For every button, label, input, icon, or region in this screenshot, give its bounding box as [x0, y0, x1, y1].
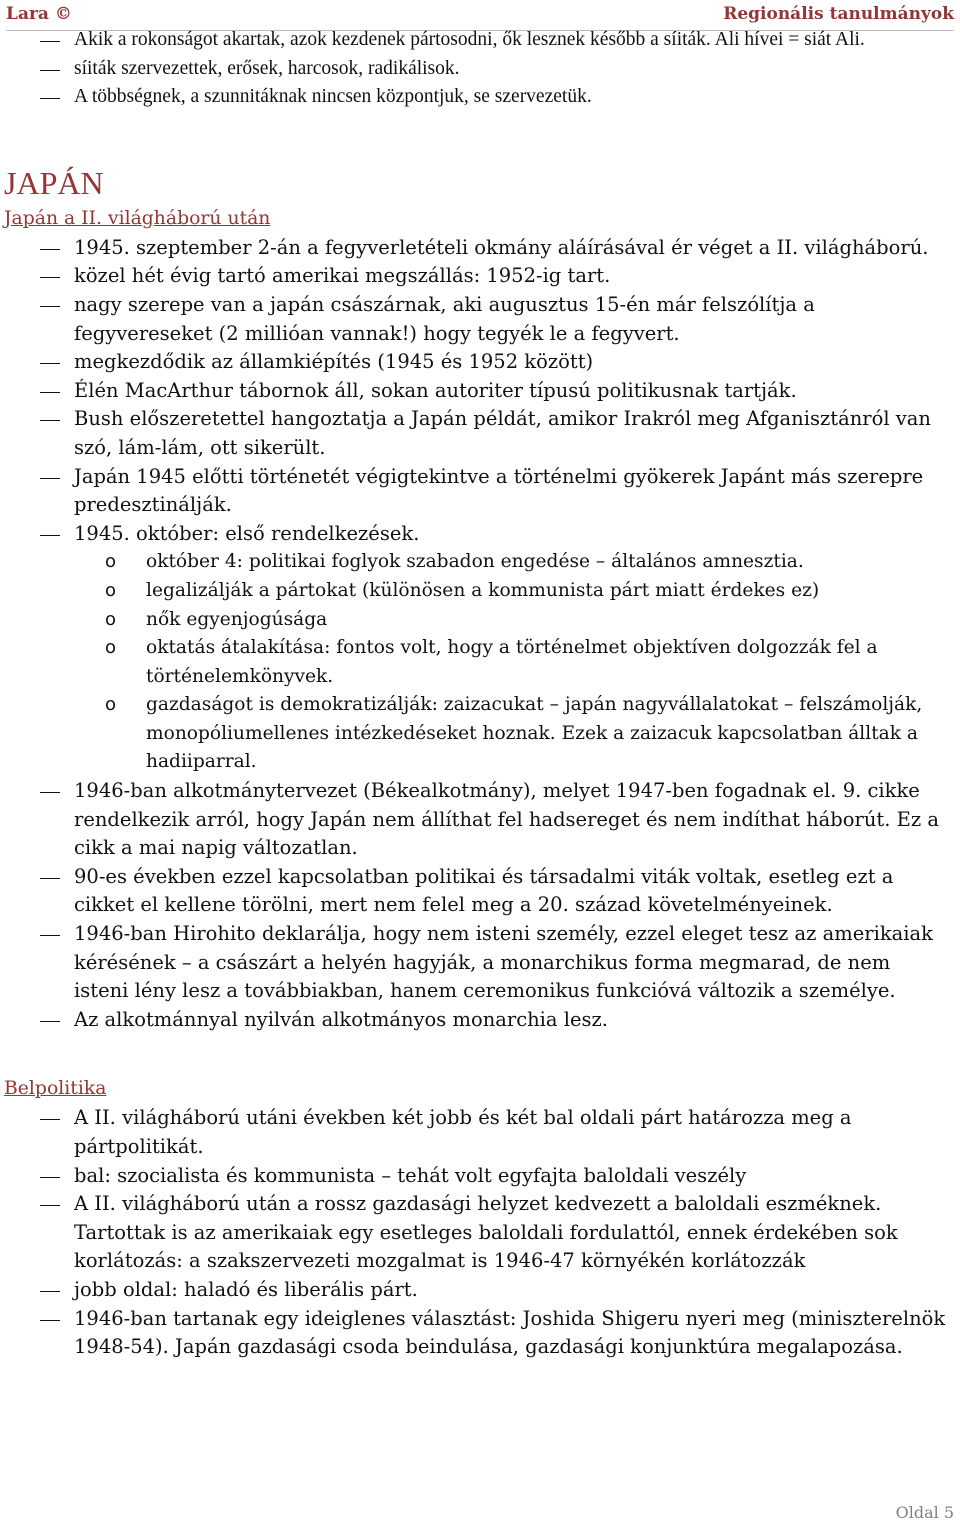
circle-bullet-icon: o — [105, 608, 117, 630]
list-item: nagy szerepe van a japán császárnak, aki augusztus 15-én már felszólítja a fegyvereseket (2 millióan vannak!) hogy tegyék le a fegyvert. — [0, 291, 960, 348]
circle-bullet-icon: o — [105, 579, 117, 601]
sublist-item — [0, 634, 960, 691]
japan-list — [0, 234, 960, 549]
sublist-item — [0, 548, 960, 577]
list-item: 1946-ban Hirohito deklarálja, hogy nem isteni személy, ezzel eleget tesz az amerikaiak kérésének – a császárt a helyén hagyják, a monarchikus forma megmarad, de nem isteni lény lesz a továbbiakban, hanem ceremonikus funkcióvá változik a személye. — [0, 920, 960, 1006]
circle-bullet-icon: o — [105, 551, 117, 573]
sublist-item — [0, 691, 960, 777]
intro-list — [0, 26, 960, 112]
sublist-item-text: október 4: politikai foglyok szabadon engedése – általános amnesztia. — [146, 551, 804, 573]
section-heading-japan: JAPÁN — [4, 164, 104, 201]
list-item: megkezdődik az államkiépítés (1945 és 1952 között) — [0, 348, 960, 377]
list-item: Akik a rokonságot akartak, azok kezdenek pártosodni, ők lesznek később a síiták. Ali hívei = siát Ali. — [0, 26, 960, 55]
circle-bullet-icon: o — [105, 694, 117, 716]
header-title: Regionális tanulmányok — [723, 4, 954, 24]
sublist-item-text: oktatás átalakítása: fontos volt, hogy a történelmet objektíven dolgozzák fel a történelemkönyvek. — [146, 637, 878, 687]
subsection-heading: Japán a II. világháború után — [4, 207, 271, 229]
list-item: Japán 1945 előtti történetét végigtekintve a történelmi gyökerek Japánt más szerepre predesztinálják. — [0, 463, 960, 520]
list-item: közel hét évig tartó amerikai megszállás: 1952-ig tart. — [0, 262, 960, 291]
sublist-item — [0, 606, 960, 635]
list-item: A többségnek, a szunnitáknak nincsen központjuk, se szervezetük. — [0, 83, 960, 112]
list-item: síiták szervezettek, erősek, harcosok, radikálisok. — [0, 55, 960, 84]
list-item: jobb oldal: haladó és liberális párt. — [0, 1276, 960, 1305]
sublist-item-text: nők egyenjogúsága — [146, 608, 328, 630]
document-body — [0, 26, 960, 1362]
page-number: Oldal 5 — [895, 1503, 954, 1522]
list-item: A II. világháború utáni években két jobb és két bal oldali párt határozza meg a pártpolitikát. — [0, 1104, 960, 1161]
japan-list-continued — [0, 777, 960, 1034]
sublist-item — [0, 577, 960, 606]
list-item: 1946-ban tartanak egy ideiglenes választást: Joshida Shigeru nyeri meg (miniszterelnök 1948-54). Japán gazdasági csoda beindulása, gazdasági konjunktúra megalapozása. — [0, 1305, 960, 1362]
belpolitika-list — [0, 1104, 960, 1361]
list-item: 1945. szeptember 2-án a fegyverletételi okmány aláírásával ér véget a II. világháború. — [0, 234, 960, 263]
list-item: Élén MacArthur tábornok áll, sokan autoriter típusú politikusnak tartják. — [0, 377, 960, 406]
list-item: 90-es években ezzel kapcsolatban politikai és társadalmi viták voltak, esetleg ezt a cikket el kellene törölni, mert nem felel meg a 20. század követelményeinek. — [0, 863, 960, 920]
sublist-item-text: legalizálják a pártokat (különösen a kommunista párt miatt érdekes ez) — [146, 579, 820, 601]
subsection-heading-belpolitika: Belpolitika — [4, 1078, 107, 1100]
list-item: 1945. október: első rendelkezések. — [0, 520, 960, 549]
list-item: Bush előszeretettel hangoztatja a Japán példát, amikor Irakról meg Afganisztánról van szó, lám-lám, ott sikerült. — [0, 405, 960, 462]
list-item: bal: szocialista és kommunista – tehát volt egyfajta baloldali veszély — [0, 1162, 960, 1191]
header-author: Lara © — [6, 4, 72, 24]
circle-bullet-icon: o — [105, 637, 117, 659]
list-item: Az alkotmánnyal nyilván alkotmányos monarchia lesz. — [0, 1006, 960, 1035]
list-item: 1946-ban alkotmánytervezet (Békealkotmány), melyet 1947-ben fogadnak el. 9. cikke rendelkezik arról, hogy Japán nem állíthat fel hadsereget és nem indíthat háborút. Ez a cikk a mai napig változatlan. — [0, 777, 960, 863]
sublist-item-text: gazdaságot is demokratizálják: zaizacukat – japán nagyvállalatokat – felszámolják, monopóliumellenes intézkedéseket hoznak. Ezek a zaizacuk kapcsolatban álltak a hadiiparral. — [146, 694, 923, 773]
list-item: A II. világháború után a rossz gazdasági helyzet kedvezett a baloldali eszméknek. Tartottak is az amerikaiak egy esetleges baloldali fordulattól, ennek érdekében sok korlátozás: a szakszervezeti mozgalmat is 1946-47 környékén korlátozzák — [0, 1190, 960, 1276]
october-sublist — [0, 548, 960, 777]
